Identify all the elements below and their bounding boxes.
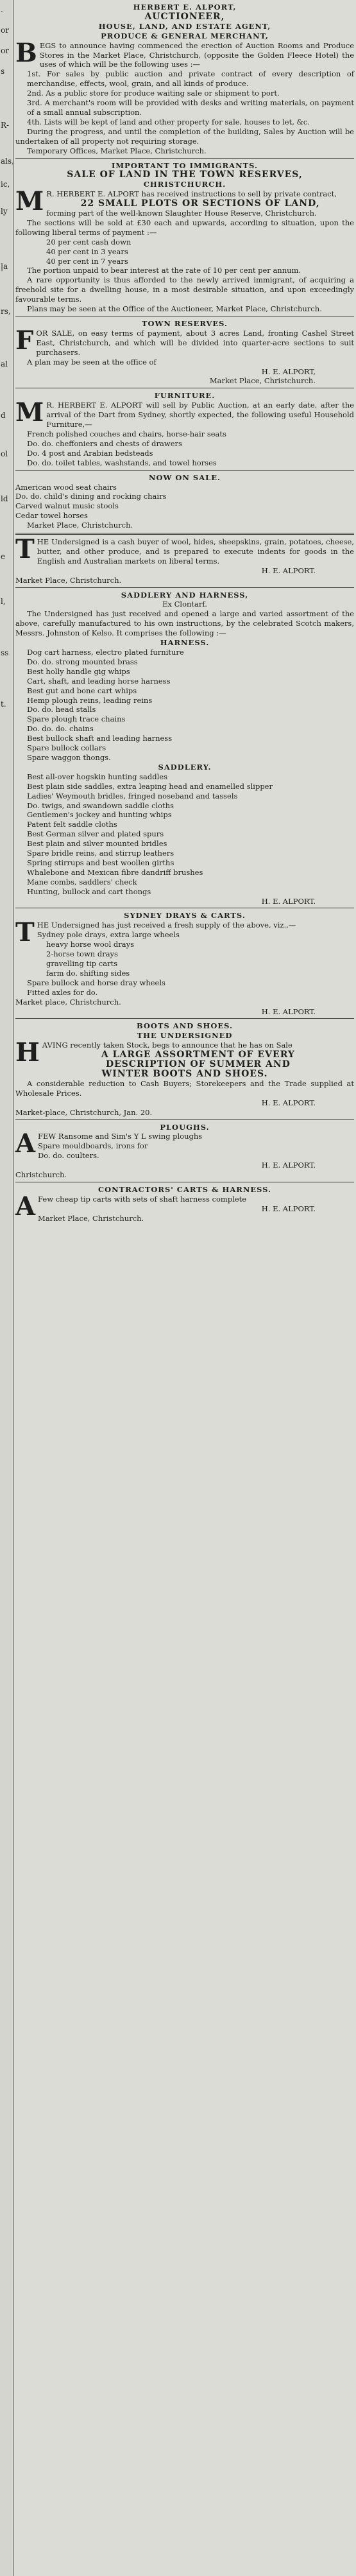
list-item: 4th. Lists will be kept of land and other property for sale, houses to let, &c. <box>27 117 310 126</box>
margin-fragment: ld <box>1 494 8 503</box>
signature: H. E. ALPORT. <box>261 896 316 906</box>
ad-lots: 22 SMALL PLOTS OR SECTIONS OF LAND, <box>80 198 320 209</box>
signature: H. E. ALPORT. <box>261 1007 316 1016</box>
list-item: Best plain side saddles, extra leaping head and enamelled slipper <box>27 781 273 791</box>
list-item: Best German silver and plated spurs <box>27 829 164 839</box>
section-heading: SADDLERY. <box>158 762 212 772</box>
signature: H. E. ALPORT, <box>261 367 316 376</box>
signature: H. E. ALPORT. <box>261 1204 316 1213</box>
margin-fragment: . <box>1 5 3 14</box>
signature: H. E. ALPORT. <box>261 566 316 575</box>
divider <box>15 470 354 471</box>
divider <box>15 1018 354 1019</box>
drop-cap: B <box>15 37 37 68</box>
margin-fragment: t. <box>1 700 6 709</box>
ad-title: TOWN RESERVES. <box>141 319 228 328</box>
list-item: Do. do. child's dining and rocking chairs <box>15 492 167 501</box>
margin-fragment: l, <box>1 597 6 606</box>
term-item: 40 per cent in 3 years <box>46 246 128 256</box>
ad-desc: forming part of the well-known Slaughter House Reserve, Christchurch. <box>46 209 317 218</box>
list-item: Fitted axles for do. <box>27 987 98 997</box>
margin-fragment: or <box>1 46 9 55</box>
list-item: Spare mouldboards, irons for <box>38 1141 148 1151</box>
ad-boots <box>15 1021 354 1117</box>
list-item: 3rd. A merchant's room will be provided with desks and writing materials, on payment of a small annual subscription. <box>27 98 354 117</box>
drop-cap: T <box>15 917 35 948</box>
ad-title: CONTRACTORS' CARTS & HARNESS. <box>97 1184 272 1194</box>
ad-body: FEW Ransome and Sim's Y L swing ploughs <box>38 1132 203 1141</box>
ad-body: HE Undersigned is a cash buyer of wool, hides, sheepskins, grain, potatoes, cheese, butter, and other produce, and is prepared to execute indents for goods in the English and Australian markets on liberal terms. <box>37 537 354 566</box>
list-item: Ladies' Weymouth bridles, fringed noseband and tassels <box>27 791 238 800</box>
ad-body: EGS to announce having commenced the erection of Auction Rooms and Produce Stores in the Market Place, Christchurch, (opposite the Golden Fleece Hotel) the uses of which will be the following uses :— <box>39 40 354 69</box>
list-item: Spare bullock collars <box>27 743 106 753</box>
list-item: Do. do. cheffoniers and chests of drawers <box>27 438 182 448</box>
list-item: Cedar towel horses <box>15 511 88 521</box>
margin-fragment: ss <box>1 648 9 657</box>
ad-plan: A plan may be seen at the office of <box>27 357 157 367</box>
margin-fragment: ly <box>1 207 8 216</box>
ad-title: SALE OF LAND IN THE TOWN RESERVES, <box>67 169 303 180</box>
margin-fragment: ic, <box>1 180 10 189</box>
list-item: 1st. For sales by public auction and private contract of every description of merchandise, effects, wool, grain, and all kinds of produce. <box>27 69 354 89</box>
list-item: Mane combs, saddlers' check <box>27 877 137 886</box>
list-item: Best plain and silver mounted bridles <box>27 839 167 849</box>
list-item: heavy horse wool drays <box>46 940 135 949</box>
margin-fragment: al <box>1 359 8 368</box>
margin-fragment: als, <box>1 157 14 166</box>
ad-body: AVING recently taken Stock, begs to announce that he has on Sale <box>42 1041 292 1050</box>
ad-header-name: HERBERT E. ALPORT, <box>133 3 237 12</box>
ad-furniture <box>15 391 354 467</box>
ad-body: HE Undersigned has just received a fresh supply of the above, viz.,— <box>37 921 296 930</box>
drop-cap: T <box>15 534 35 565</box>
list-item: Spare plough trace chains <box>27 714 126 724</box>
list-item: Spare waggon thongs. <box>27 752 111 762</box>
list-item: Best bullock shaft and leading harness <box>27 734 173 743</box>
ad-ploughs <box>15 1123 354 1180</box>
ad-portion: The portion unpaid to bear interest at the rate of 10 per cent per annum. <box>27 266 301 275</box>
drop-cap: M <box>15 397 44 428</box>
list-item: Dog cart harness, electro plated furniture <box>27 648 184 657</box>
margin-fragment: |a <box>1 262 8 271</box>
ad-body: The Undersigned has just received and opened a large and varied assortment of the above, carefully manufactured to his own instructions, by the celebrated Scotch makers, Messrs. Johnston of Kelso. It comprises the following :— <box>15 609 354 638</box>
margin-fragment: e <box>1 552 6 561</box>
list-item: 2-horse town drays <box>46 949 118 959</box>
drop-cap: F <box>15 325 34 356</box>
ad-town-reserves <box>15 319 354 386</box>
list-item: Do. do. coulters. <box>38 1151 99 1161</box>
ad-title: SYDNEY DRAYS & CARTS. <box>124 911 246 921</box>
term-item: 20 per cent cash down <box>46 237 131 246</box>
list-item: Patent felt saddle cloths <box>27 820 117 829</box>
ad-address: Market-place, Christchurch, Jan. 20. <box>15 1107 153 1117</box>
ad-address: Christchurch. <box>15 1170 67 1180</box>
left-margin-column <box>0 0 13 2576</box>
drop-cap: A <box>15 1191 36 1222</box>
ad-sections: The sections will be sold at £30 each and upwards, according to situation, upon the following liberal terms of payment :— <box>15 218 354 237</box>
list-item: Cart, shaft, and leading horse harness <box>27 676 171 686</box>
ad-contractors-carts <box>15 1185 354 1223</box>
ad-address: Market Place, Christchurch. <box>27 521 133 530</box>
ad-address: Market Place, Christchurch. <box>38 1213 144 1223</box>
list-item: gravelling tip carts <box>46 959 118 968</box>
assortment-line: DESCRIPTION OF SUMMER AND <box>105 1059 291 1070</box>
list-item: Best all-over hogskin hunting saddles <box>27 772 168 781</box>
list-item: 2nd. As a public store for produce waiting sale or shipment to port. <box>27 89 280 98</box>
list-item: Spare bullock and horse dray wheels <box>27 978 165 987</box>
ad-header-agent: HOUSE, LAND, AND ESTATE AGENT, <box>98 21 271 31</box>
advertisement-column <box>15 0 354 2576</box>
margin-fragment: ol <box>1 449 8 458</box>
ad-drays <box>15 911 354 1016</box>
ad-opportunity: A rare opportunity is thus afforded to the newly arrived immigrant, of acquiring a freehold site for a dwelling house, in a most desirable situation, and upon exceedingly favourable terms. <box>15 275 354 304</box>
margin-fragment: R- <box>1 121 10 130</box>
list-item: Spare bridle reins, and stirrup leathers <box>27 849 174 858</box>
list-item: French polished couches and chairs, horse-hair seats <box>27 429 226 438</box>
ad-plans: Plans may be seen at the Office of the Auctioneer, Market Place, Christchurch. <box>27 304 322 314</box>
ad-title: FURNITURE. <box>154 391 216 401</box>
ad-now-on-sale <box>15 473 354 530</box>
ad-body: OR SALE, on easy terms of payment, about 3 acres Land, fronting Cashel Street East, Christchurch, and which will be divided into quarter-acre sections to suit purchasers. <box>36 328 354 357</box>
ad-title: BOOTS AND SHOES. <box>136 1021 233 1031</box>
ad-office: Temporary Offices, Market Place, Christchurch. <box>27 146 207 155</box>
ad-title: CHRISTCHURCH. <box>143 180 226 189</box>
list-item: Best gut and bone cart whips <box>27 686 137 695</box>
drop-cap: M <box>15 186 44 217</box>
list-item: Do. 4 post and Arabian bedsteads <box>27 448 153 458</box>
ad-auctioneer <box>15 3 354 156</box>
list-item: Sydney pole drays, extra large wheels <box>37 930 180 940</box>
ad-address: Market Place, Christchurch. <box>15 575 122 585</box>
ad-body: R. HERBERT E. ALPORT has received instructions to sell by private contract, <box>46 189 337 199</box>
list-item: Hemp plough reins, leading reins <box>27 695 153 705</box>
divider <box>15 533 354 535</box>
ad-body: Few cheap tip carts with sets of shaft harness complete <box>38 1194 247 1204</box>
ad-body: R. HERBERT E. ALPORT will sell by Public Auction, at an early date, after the arrival of the Dart from Sydney, shortly expected, the following useful Household Furniture,— <box>46 401 354 429</box>
list-item: American wood seat chairs <box>15 482 117 492</box>
list-item: Do. do. toilet tables, washstands, and towel horses <box>27 458 217 467</box>
ad-subtitle: Ex Clontarf. <box>162 600 207 609</box>
ad-title: PLOUGHS. <box>160 1122 210 1132</box>
margin-fragment: or <box>1 26 9 35</box>
list-item: farm do. shifting sides <box>46 968 130 978</box>
list-item: Carved walnut music stools <box>15 501 119 511</box>
ad-cash-buyer <box>15 534 354 585</box>
list-item: Do. do. do. chains <box>27 724 94 734</box>
list-item: Hunting, bullock and cart thongs <box>27 886 151 896</box>
list-item: Gentlemen's jockey and hunting whips <box>27 810 172 820</box>
ad-saddlery <box>15 591 354 906</box>
margin-fragment: rs, <box>1 307 11 316</box>
ad-title: SADDLERY AND HARNESS, <box>121 590 249 600</box>
ad-header-merchant: PRODUCE & GENERAL MERCHANT, <box>101 31 269 40</box>
signature: H. E. ALPORT. <box>261 1098 316 1107</box>
drop-cap: H <box>15 1037 40 1068</box>
margin-fragment: s <box>1 67 5 76</box>
margin-fragment: d <box>1 411 6 420</box>
signature-address: Market Place, Christchurch. <box>209 376 316 386</box>
list-item: Spring stirrups and best woollen girths <box>27 858 174 867</box>
list-item: Do. do. strong mounted brass <box>27 657 138 666</box>
list-item: Do. twigs, and swandown saddle cloths <box>27 800 174 810</box>
term-item: 40 per cent in 7 years <box>46 256 128 266</box>
divider <box>15 158 354 159</box>
ad-immigrants <box>15 161 354 315</box>
assortment-line: WINTER BOOTS AND SHOES. <box>101 1068 268 1079</box>
list-item: Do. do. head stalls <box>27 705 96 714</box>
divider <box>15 587 354 588</box>
list-item: Best holly handle gig whips <box>27 666 130 676</box>
ad-address: Market place, Christchurch. <box>15 997 121 1007</box>
ad-closing: During the progress, and until the completion of the building, Sales by Auction will be undertaken of all property not requiring storage. <box>15 126 354 146</box>
ad-title: NOW ON SALE. <box>148 472 221 482</box>
ad-header-auctioneer: AUCTIONEER, <box>144 11 225 22</box>
drop-cap: A <box>15 1128 36 1159</box>
ad-title: THE UNDERSIGNED <box>137 1031 233 1041</box>
section-heading: HARNESS. <box>160 638 210 648</box>
assortment-line: A LARGE ASSORTMENT OF EVERY <box>101 1050 295 1060</box>
signature: H. E. ALPORT. <box>261 1161 316 1170</box>
divider <box>15 1119 354 1120</box>
ad-title: IMPORTANT TO IMMIGRANTS. <box>111 160 259 170</box>
ad-reduction: A considerable reduction to Cash Buyers; Storekeepers and the Trade supplied at Wholesale Prices. <box>15 1078 354 1098</box>
list-item: Whalebone and Mexican fibre dandriff brushes <box>27 867 203 877</box>
